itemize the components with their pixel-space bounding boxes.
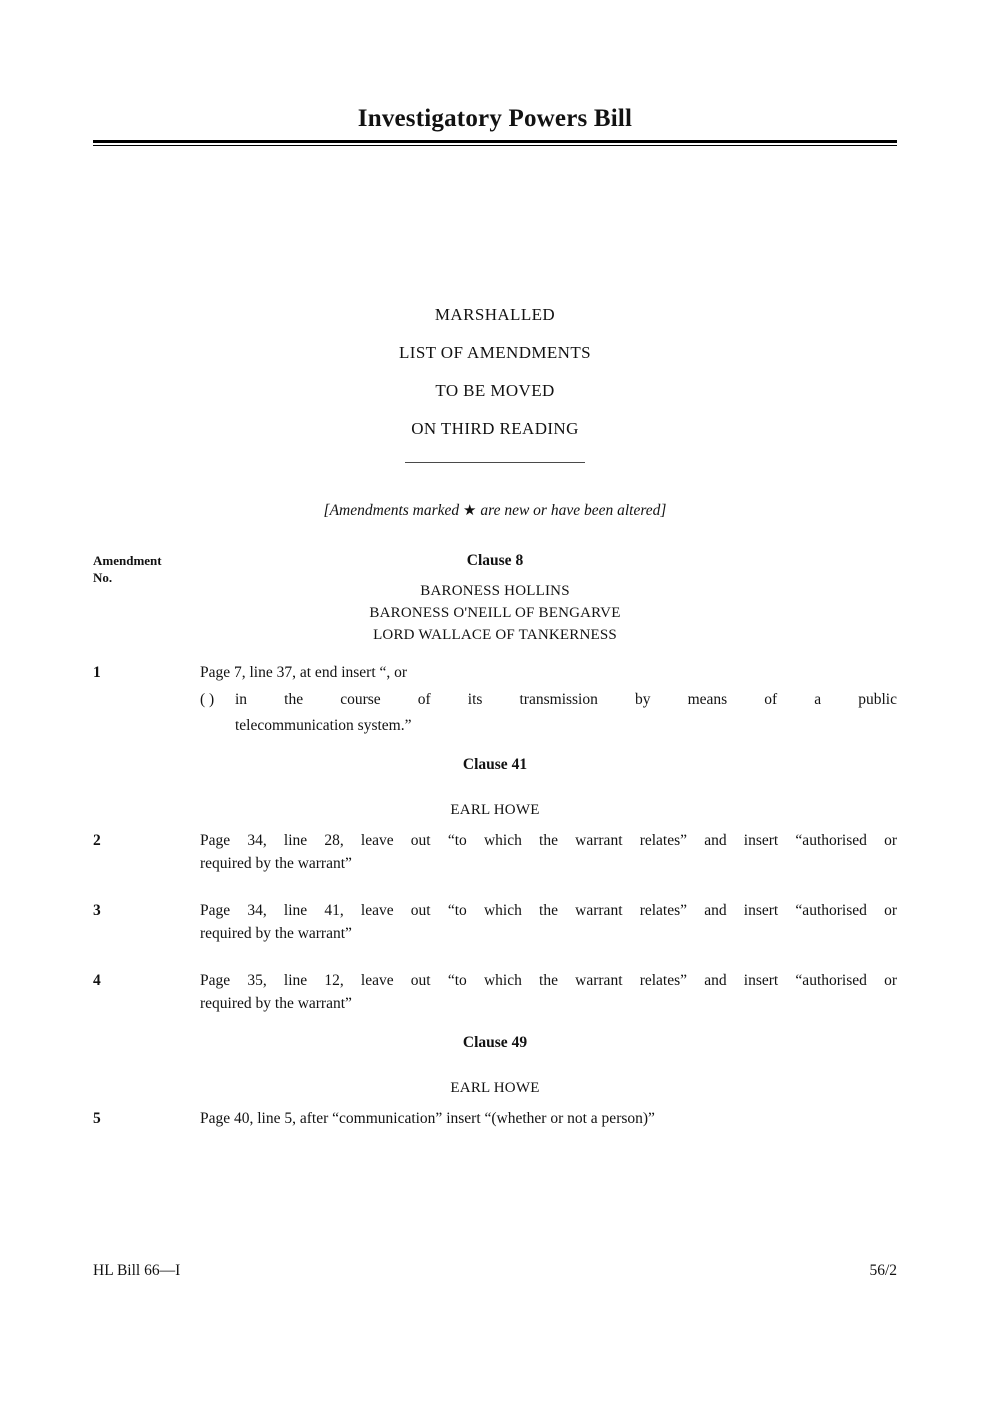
bill-title: Investigatory Powers Bill — [357, 105, 633, 132]
section-divider-rule — [405, 462, 585, 463]
amendment-3 — [93, 899, 897, 945]
sponsor-earl-howe-41: EARL HOWE — [450, 802, 540, 818]
amendment-1-body — [200, 661, 897, 739]
heading-line-moved: TO BE MOVED — [435, 381, 555, 400]
amendment-2-line1: Page 34, line 28, leave out “to which the warrant relates” and insert “authorised or — [200, 832, 897, 849]
footer-page-ref: 56/2 — [869, 1262, 897, 1279]
amendment-1-sub-line2: telecommunication system.” — [235, 717, 412, 734]
amendment-3-number: 3 — [93, 902, 101, 919]
document-heading — [93, 296, 897, 448]
heading-line-list: LIST OF AMENDMENTS — [398, 343, 592, 362]
amendment-1-subparagraph — [200, 687, 897, 739]
footer-bill-number: HL Bill 66—I — [93, 1262, 181, 1279]
notice-prefix: [Amendments marked — [323, 502, 464, 519]
amendment-5-line1: Page 40, line 5, after “communication” insert “(whether or not a person)” — [200, 1110, 655, 1127]
title-rule — [93, 140, 897, 146]
amendments-notice — [93, 501, 897, 521]
page-footer — [93, 1261, 897, 1281]
amendment-no-label — [93, 552, 162, 586]
title-rule-thin — [93, 145, 897, 146]
amendment-4 — [93, 969, 897, 1015]
amendment-1 — [93, 661, 897, 739]
sponsor-lord-wallace: LORD WALLACE OF TANKERNESS — [373, 627, 617, 643]
star-icon: ★ — [463, 503, 477, 519]
amendment-1-intro: Page 7, line 37, at end insert “, or — [200, 664, 408, 681]
amendment-5-number: 5 — [93, 1110, 101, 1127]
amendment-1-sub-line1: in the course of its transmission by means of a public — [235, 691, 897, 708]
amendment-5-body — [200, 1107, 897, 1130]
amendment-3-line1: Page 34, line 41, leave out “to which the warrant relates” and insert “authorised or — [200, 902, 897, 919]
clause-8-heading: Clause 8 — [466, 552, 524, 569]
amendment-1-paren: ( ) — [200, 691, 215, 708]
amendment-3-body — [200, 899, 897, 945]
heading-line-reading: ON THIRD READING — [411, 419, 579, 438]
amendment-1-number: 1 — [93, 664, 101, 681]
clause-49-sponsors — [93, 1077, 897, 1099]
amendment-5 — [93, 1107, 897, 1130]
sponsor-baroness-oneill: BARONESS O'NEILL OF BENGARVE — [369, 605, 621, 621]
notice-suffix: are new or have been altered] — [476, 502, 667, 519]
clause-41-sponsors — [93, 799, 897, 821]
clause-49-heading: Clause 49 — [462, 1034, 528, 1051]
clause-8-row — [93, 551, 897, 585]
sponsor-baroness-hollins: BARONESS HOLLINS — [420, 583, 570, 599]
amendment-2-number: 2 — [93, 832, 101, 849]
amendment-3-line2: required by the warrant” — [200, 925, 352, 942]
sponsor-earl-howe-49: EARL HOWE — [450, 1080, 540, 1096]
amendment-4-number: 4 — [93, 972, 101, 989]
amendment-2-line2: required by the warrant” — [200, 855, 352, 872]
clause-41-heading: Clause 41 — [462, 756, 528, 773]
amendment-4-line1: Page 35, line 12, leave out “to which the warrant relates” and insert “authorised or — [200, 972, 897, 989]
amendment-no-label-line1: Amendment — [93, 553, 162, 568]
heading-line-marshalled: MARSHALLED — [434, 305, 556, 324]
amendment-4-line2: required by the warrant” — [200, 995, 352, 1012]
title-rule-thick — [93, 140, 897, 143]
amendment-2 — [93, 829, 897, 875]
amendment-4-body — [200, 969, 897, 1015]
amendment-no-label-line2: No. — [93, 570, 113, 585]
amendment-2-body — [200, 829, 897, 875]
clause-8-sponsors — [93, 580, 897, 646]
